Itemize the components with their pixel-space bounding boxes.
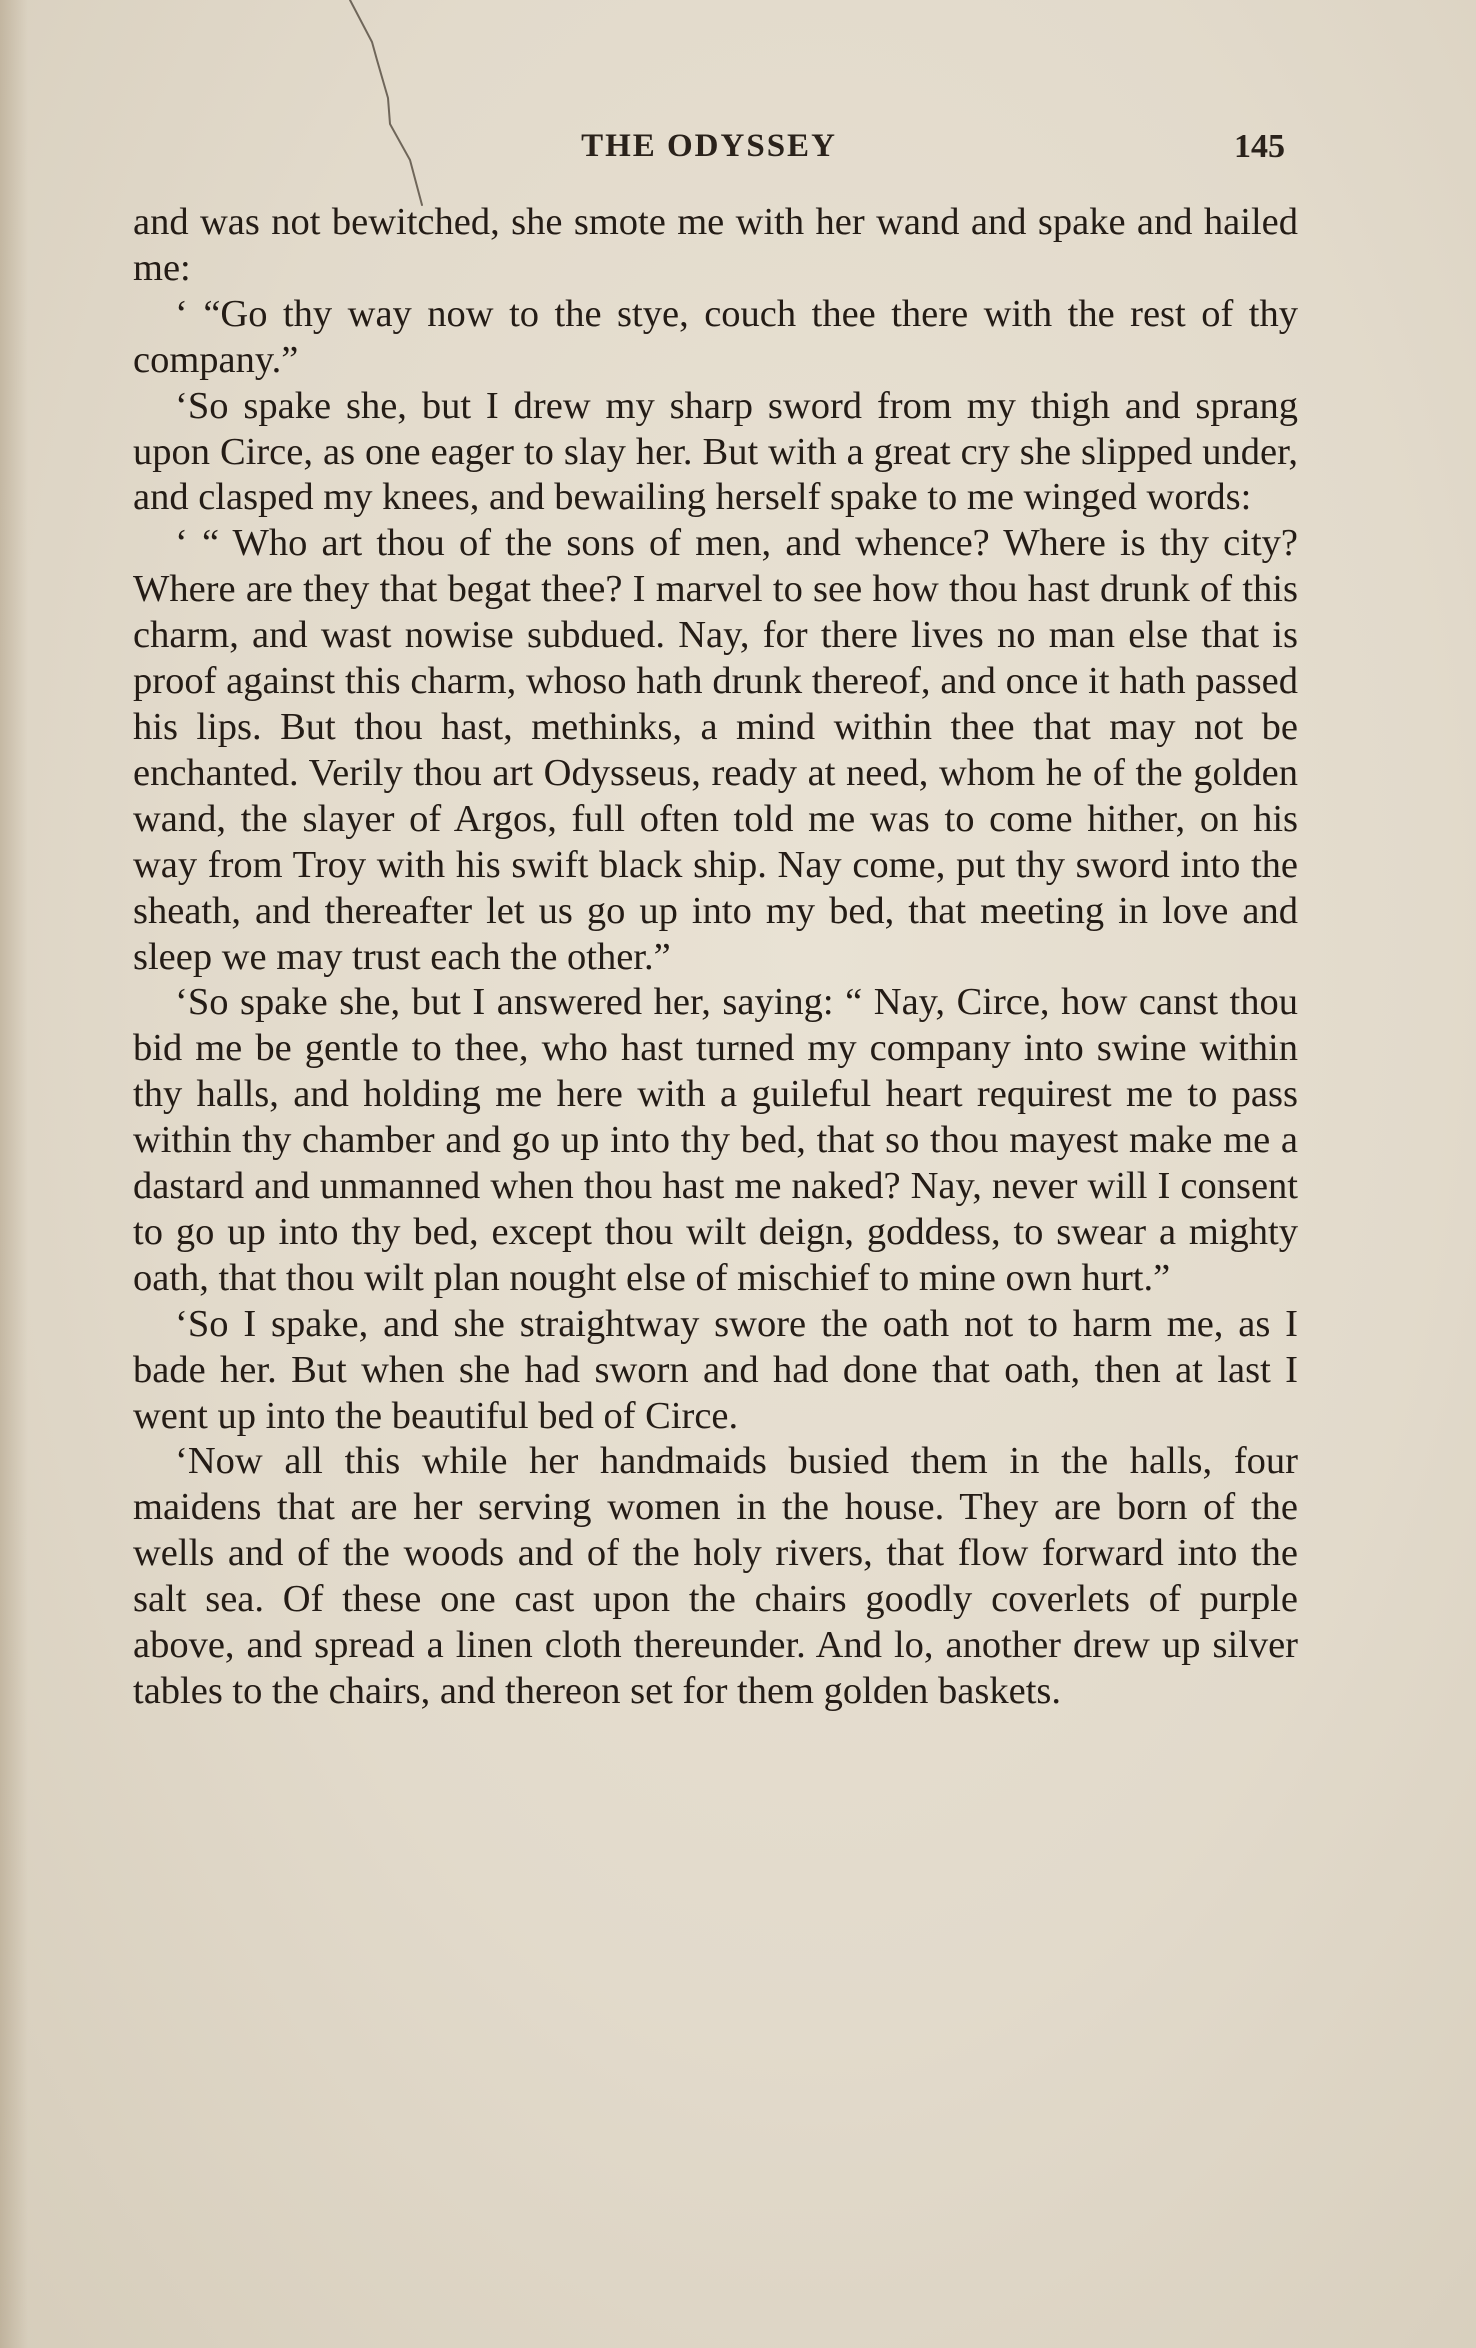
paragraph: ‘So spake she, but I drew my sharp sword from my thigh and sprang upon Circe, as one eager to slay her. But with a great cry she slipped under, and clasped my knees, and bewailing herself spake to me winged words: — [133, 384, 1298, 519]
page-crease-mark — [350, 0, 440, 230]
page-number: 145 — [1234, 128, 1285, 165]
paragraph: ‘So I spake, and she straightway swore the oath not to harm me, as I bade her. But when she had sworn and had done that oath, then at last I went up into the beautiful bed of Circe. — [133, 1302, 1298, 1437]
paragraph: ‘Now all this while her handmaids busied them in the halls, four maidens that are her serving women in the house. They are born of the wells and of the woods and of the holy rivers, that flow forward into the salt sea. Of these one cast upon the chairs goodly coverlets of purple above, and spread a linen cloth thereunder. And lo, another drew up silver tables to the chairs, and thereon set for them golden baskets. — [133, 1440, 1298, 1712]
running-title: THE ODYSSEY — [581, 128, 837, 164]
spine-shadow — [0, 0, 28, 2348]
paragraph: and was not bewitched, she smote me with her wand and spake and hailed me: — [133, 201, 1298, 289]
paragraph: ‘ “ Who art thou of the sons of men, and whence? Where is thy city? Where are they that begat thee? I marvel to see how thou hast drunk of this charm, and wast nowise subdued. Nay, for there lives no man else that is proof against this charm, whoso hath drunk thereof, and once it hath passed his lips. But thou hast, methinks, a mind within thee that may not be enchanted. Verily thou art Odysseus, ready at need, whom he of the golden wand, the slayer of Argos, full often told me was to come hither, on his way from Troy with his swift black ship. Nay come, put thy sword into the sheath, and thereafter let us go up into my bed, that meeting in love and sleep we may trust each the other.” — [133, 522, 1298, 978]
running-head — [133, 120, 1285, 176]
paragraph: ‘So spake she, but I answered her, saying: “ Nay, Circe, how canst thou bid me be gentle to thee, who hast turned my company into swine within thy halls, and holding me here with a guileful heart requirest me to pass within thy chamber and go up into thy bed, that so thou mayest make me a dastard and unmanned when thou hast me naked? Nay, never will I consent to go up into thy bed, except thou wilt deign, goddess, to swear a mighty oath, that thou wilt plan nought else of mischief to mine own hurt.” — [133, 981, 1298, 1299]
paragraph: ‘ “Go thy way now to the stye, couch thee there with the rest of thy company.” — [133, 292, 1298, 381]
text-body — [133, 200, 1298, 1715]
